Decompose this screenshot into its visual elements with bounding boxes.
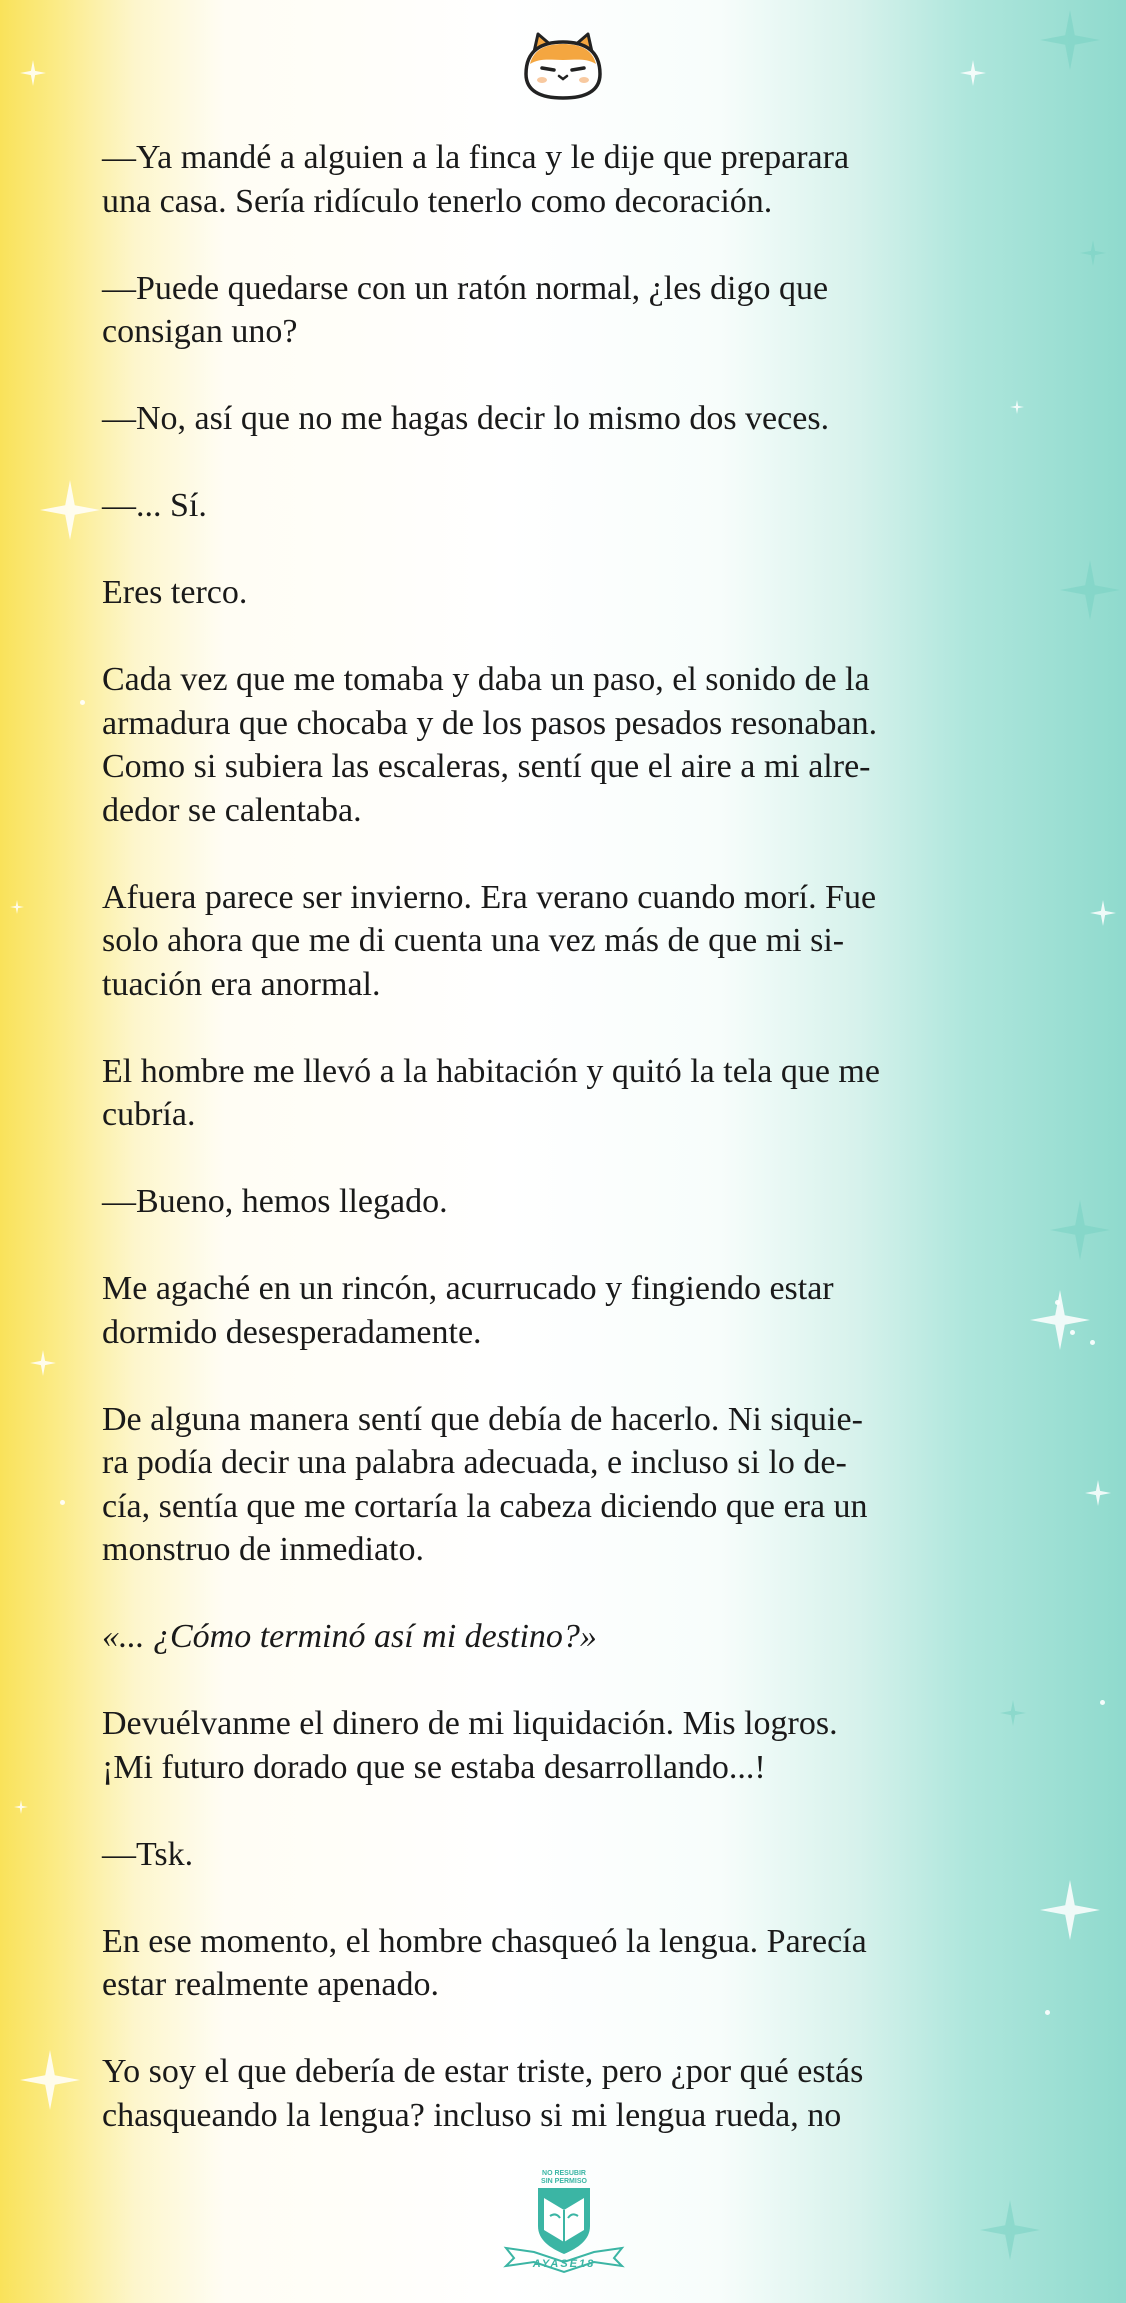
paragraph: Eres terco. bbox=[102, 574, 248, 611]
sparkle-decoration bbox=[20, 60, 46, 86]
sparkle-decoration bbox=[10, 900, 24, 914]
logo-text-bottom: AYASE18 bbox=[532, 2258, 596, 2270]
chapter-text bbox=[102, 136, 1032, 2181]
sparkle-dot bbox=[80, 700, 85, 705]
sparkle-decoration bbox=[20, 2050, 80, 2110]
logo-text-top-2: SIN PERMISO bbox=[541, 2178, 587, 2185]
sparkle-decoration bbox=[1080, 240, 1106, 266]
sparkle-decoration bbox=[1090, 900, 1116, 926]
sparkle-decoration bbox=[40, 480, 100, 540]
sparkle-dot bbox=[60, 1500, 65, 1505]
sparkle-decoration bbox=[1085, 1480, 1111, 1506]
paragraph: Cada vez que me tomaba y daba un paso, el sonido de la armadura que chocaba y de los pasos pesados resonaban. Como si subiera las escaleras, sentí que el aire a mi alre- dedor se calentaba. bbox=[102, 661, 878, 829]
paragraph: —No, así que no me hagas decir lo mismo dos veces. bbox=[102, 400, 830, 437]
sparkle-decoration bbox=[1030, 1290, 1090, 1350]
logo-text-top: NO RESUBIR bbox=[542, 2170, 586, 2177]
paragraph-italic-thought: «... ¿Cómo terminó así mi destino?» bbox=[102, 1618, 597, 1655]
sparkle-dot bbox=[1055, 1300, 1060, 1305]
paragraph: Me agaché en un rincón, acurrucado y fingiendo estar dormido desesperadamente. bbox=[102, 1270, 834, 1351]
paragraph: De alguna manera sentí que debía de hacerlo. Ni siquie- ra podía decir una palabra adecuada, e incluso si lo de- cía, sentía que me cortaría la cabeza diciendo que era un monstruo de inmediato. bbox=[102, 1400, 868, 1568]
paragraph: En ese momento, el hombre chasqueó la lengua. Parecía estar realmente apenado. bbox=[102, 1922, 867, 2003]
paragraph: Devuélvanme el dinero de mi liquidación. Mis logros. ¡Mi futuro dorado que se estaba desarrollando...! bbox=[102, 1705, 838, 1786]
paragraph: —Tsk. bbox=[102, 1835, 194, 1873]
paragraph: Yo soy el que debería de estar triste, pero ¿por qué estás chasqueando la lengua? incluso si mi lengua rueda, no bbox=[102, 2053, 864, 2134]
paragraph: El hombre me llevó a la habitación y quitó la tela que me cubría. bbox=[102, 1052, 880, 1133]
hamster-face-icon bbox=[520, 30, 606, 102]
paragraph: Afuera parece ser invierno. Era verano cuando morí. Fue solo ahora que me di cuenta una vez más de que mi si- tuación era anormal. bbox=[102, 878, 877, 1003]
sparkle-decoration bbox=[1050, 1200, 1110, 1260]
sparkle-decoration bbox=[1040, 1880, 1100, 1940]
book-crest-logo-icon bbox=[494, 2166, 634, 2276]
paragraph: —Ya mandé a alguien a la finca y le dije que preparara una casa. Sería ridículo tenerlo como decoración. bbox=[102, 139, 850, 220]
sparkle-dot bbox=[1070, 1330, 1075, 1335]
sparkle-decoration bbox=[14, 1800, 28, 1814]
sparkle-decoration bbox=[1040, 10, 1100, 70]
sparkle-decoration bbox=[960, 60, 986, 86]
sparkle-decoration bbox=[980, 2200, 1040, 2260]
sparkle-dot bbox=[1045, 2010, 1050, 2015]
sparkle-dot bbox=[1100, 1700, 1105, 1705]
paragraph: —Bueno, hemos llegado. bbox=[102, 1183, 448, 1220]
paragraph: —... Sí. bbox=[102, 487, 207, 524]
sparkle-decoration bbox=[1060, 560, 1120, 620]
sparkle-decoration bbox=[30, 1350, 56, 1376]
sparkle-dot bbox=[1090, 1340, 1095, 1345]
paragraph: —Puede quedarse con un ratón normal, ¿les digo que consigan uno? bbox=[102, 269, 829, 350]
